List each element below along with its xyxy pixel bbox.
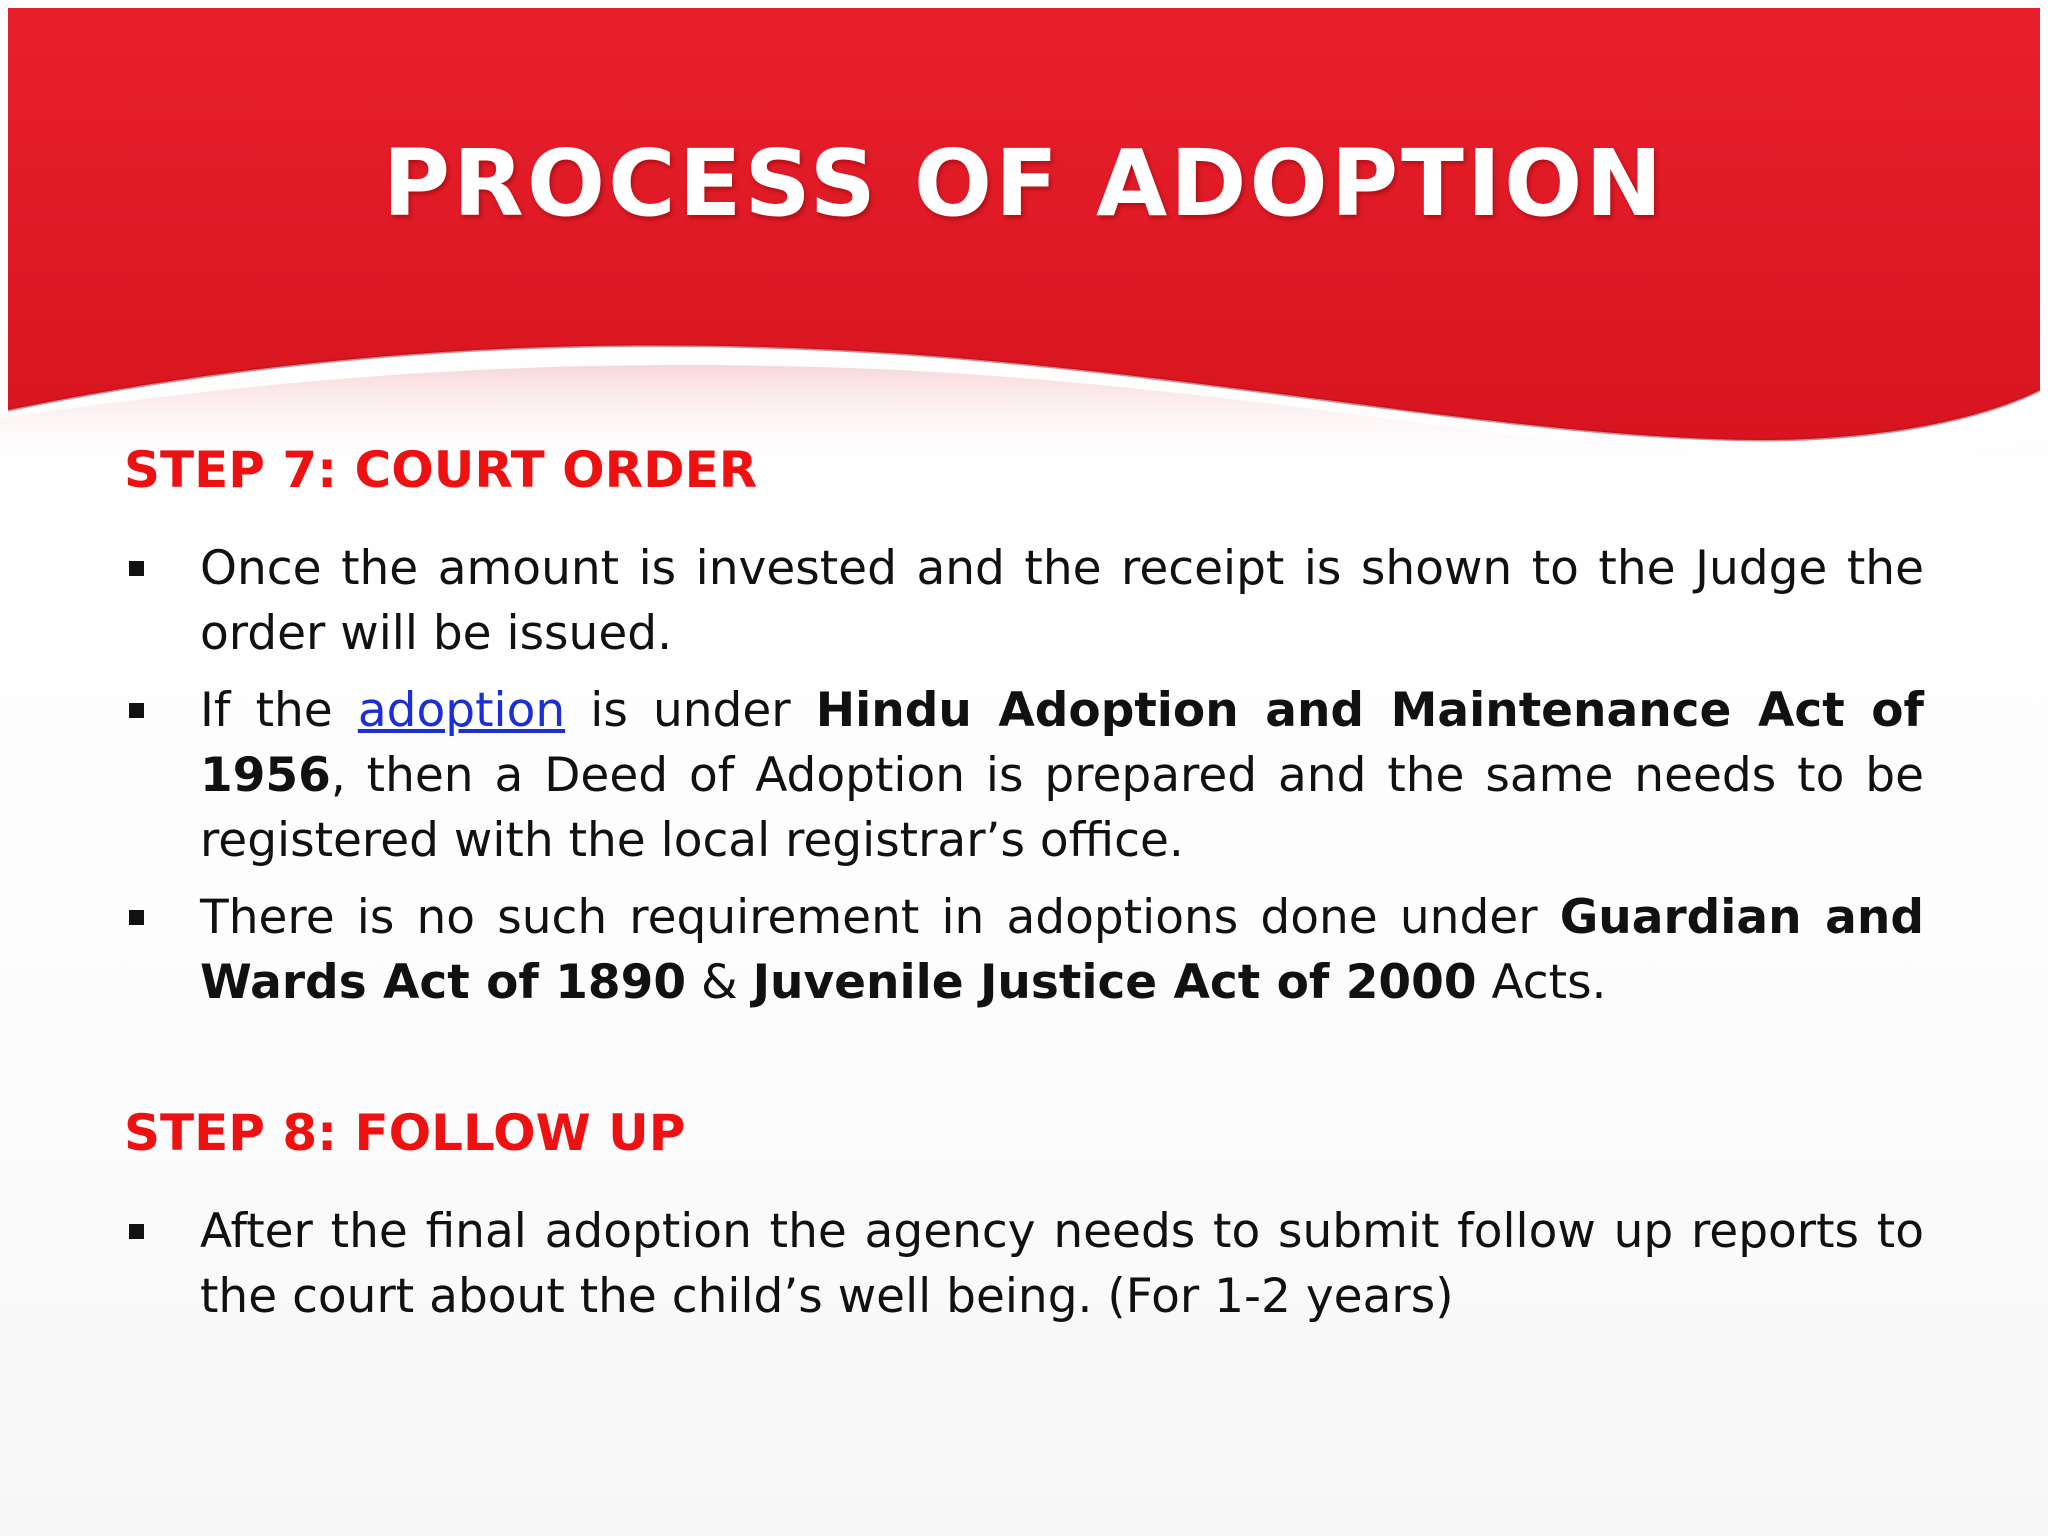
step7-bullet-list: [124, 536, 1924, 1015]
list-item: [124, 1199, 1924, 1329]
step7-bullet3-text3: Acts.: [1476, 955, 1607, 1010]
slide-content: [124, 440, 1924, 1341]
step7-bullet3-text1: There is no such requirement in adoptions done under: [200, 890, 1560, 945]
step8-heading: STEP 8: FOLLOW UP: [124, 1104, 686, 1162]
juvenile-act-text: Juvenile Justice Act of 2000: [752, 955, 1477, 1010]
square-bullet-icon: [129, 561, 144, 576]
step7-bullet1-text: Once the amount is invested and the receipt is shown to the Judge the order will be issued.: [200, 541, 1924, 661]
step7-bullet2-text3: , then a Deed of Adoption is prepared and the same needs to be registered with the local registrar’s office.: [200, 748, 1924, 868]
list-item: [124, 536, 1924, 666]
square-bullet-icon: [129, 910, 144, 925]
step7-heading: STEP 7: COURT ORDER: [124, 441, 758, 499]
guardian-act-text: Guardian and Wards Act of 1890: [200, 890, 1924, 1010]
step7-bullet2-text2: is under: [565, 683, 816, 738]
square-bullet-icon: [129, 1224, 144, 1239]
step7-bullet3-text2: &: [686, 955, 753, 1010]
hindu-act-text: Hindu Adoption and Maintenance Act of 1956: [200, 683, 1925, 803]
square-bullet-icon: [129, 703, 144, 718]
list-item: [124, 678, 1924, 873]
slide-title: PROCESS OF ADOPTION: [382, 130, 1666, 237]
adoption-link[interactable]: adoption: [357, 683, 566, 738]
list-item: [124, 885, 1924, 1015]
step8-bullet-list: [124, 1199, 1924, 1329]
step7-bullet2-text1: If the: [200, 683, 358, 738]
step8-bullet1-text: After the final adoption the agency needs to submit follow up reports to the court about the child’s well being. (For 1-2 years): [200, 1204, 1924, 1324]
